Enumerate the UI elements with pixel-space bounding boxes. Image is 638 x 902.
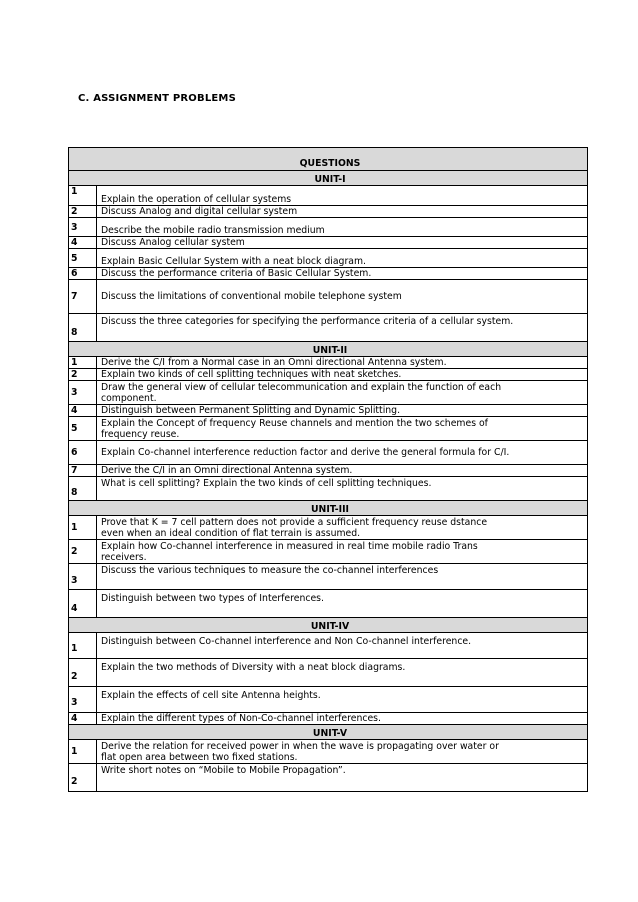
- table-row: [69, 405, 588, 417]
- table-row: [69, 713, 588, 725]
- question-text: Explain Basic Cellular System with a neat block diagram.: [97, 249, 588, 268]
- question-text: Derive the C/I from a Normal case in an Omni directional Antenna system.: [97, 357, 588, 369]
- questions-header: QUESTIONS: [69, 148, 588, 171]
- question-text: Distinguish between Permanent Splitting and Dynamic Splitting.: [97, 405, 588, 417]
- question-number: 4: [69, 237, 97, 249]
- unit-header-row: [69, 618, 588, 633]
- question-number: 3: [69, 218, 97, 237]
- question-number: 5: [69, 417, 97, 441]
- unit-title: UNIT-II: [69, 342, 588, 357]
- question-text: Distinguish between two types of Interferences.: [97, 590, 588, 618]
- unit-title: UNIT-I: [69, 171, 588, 186]
- question-text: Draw the general view of cellular telecommunication and explain the function of each component.: [97, 381, 588, 405]
- question-number: 3: [69, 687, 97, 713]
- table-row: [69, 764, 588, 792]
- question-number: 2: [69, 206, 97, 218]
- question-number: 4: [69, 713, 97, 725]
- question-text: Discuss the various techniques to measure the co-channel interferences: [97, 564, 588, 590]
- question-number: 1: [69, 186, 97, 206]
- question-text: Describe the mobile radio transmission medium: [97, 218, 588, 237]
- table-row: [69, 465, 588, 477]
- table-row: [69, 280, 588, 314]
- table-row: [69, 268, 588, 280]
- question-number: 6: [69, 441, 97, 465]
- table-row: [69, 314, 588, 342]
- question-text: Explain the operation of cellular systems: [97, 186, 588, 206]
- question-number: 3: [69, 381, 97, 405]
- table-row: [69, 369, 588, 381]
- questions-header-row: [69, 148, 588, 171]
- table-row: [69, 381, 588, 405]
- question-text: Distinguish between Co-channel interference and Non Co-channel interference.: [97, 633, 588, 659]
- table-row: [69, 249, 588, 268]
- question-number: 1: [69, 740, 97, 764]
- question-number: 8: [69, 314, 97, 342]
- table-row: [69, 441, 588, 465]
- question-number: 4: [69, 405, 97, 417]
- table-row: [69, 477, 588, 501]
- question-text: Explain Co-channel interference reduction factor and derive the general formula for C/I.: [97, 441, 588, 465]
- question-number: 1: [69, 516, 97, 540]
- unit-header-row: [69, 171, 588, 186]
- table-row: [69, 740, 588, 764]
- question-number: 2: [69, 369, 97, 381]
- question-number: 2: [69, 764, 97, 792]
- unit-header-row: [69, 725, 588, 740]
- question-number: 8: [69, 477, 97, 501]
- question-text: Discuss Analog cellular system: [97, 237, 588, 249]
- unit-title: UNIT-III: [69, 501, 588, 516]
- table-row: [69, 659, 588, 687]
- question-text: Discuss the three categories for specifying the performance criteria of a cellular system.: [97, 314, 588, 342]
- unit-title: UNIT-IV: [69, 618, 588, 633]
- question-text: Explain the effects of cell site Antenna heights.: [97, 687, 588, 713]
- unit-header-row: [69, 342, 588, 357]
- section-heading: C. ASSIGNMENT PROBLEMS: [78, 93, 236, 104]
- question-number: 1: [69, 357, 97, 369]
- table-row: [69, 590, 588, 618]
- question-text: Write short notes on “Mobile to Mobile Propagation”.: [97, 764, 588, 792]
- question-text: Explain how Co-channel interference in measured in real time mobile radio Trans receivers.: [97, 540, 588, 564]
- table-row: [69, 687, 588, 713]
- question-text: Derive the C/I in an Omni directional Antenna system.: [97, 465, 588, 477]
- question-text: Discuss Analog and digital cellular system: [97, 206, 588, 218]
- question-text: Explain two kinds of cell splitting techniques with neat sketches.: [97, 369, 588, 381]
- questions-table: [68, 147, 588, 792]
- question-text: Explain the Concept of frequency Reuse channels and mention the two schemes of frequency reuse.: [97, 417, 588, 441]
- question-text: Explain the two methods of Diversity with a neat block diagrams.: [97, 659, 588, 687]
- table-row: [69, 186, 588, 206]
- table-row: [69, 417, 588, 441]
- table-row: [69, 206, 588, 218]
- unit-title: UNIT-V: [69, 725, 588, 740]
- question-number: 4: [69, 590, 97, 618]
- table-row: [69, 516, 588, 540]
- table-row: [69, 237, 588, 249]
- unit-header-row: [69, 501, 588, 516]
- question-text: What is cell splitting? Explain the two kinds of cell splitting techniques.: [97, 477, 588, 501]
- question-number: 7: [69, 465, 97, 477]
- question-text: Derive the relation for received power in when the wave is propagating over water or flat open area between two fixed stations.: [97, 740, 588, 764]
- question-text: Prove that K = 7 cell pattern does not provide a sufficient frequency reuse dstance even when an ideal condition of flat terrain is assumed.: [97, 516, 588, 540]
- question-number: 6: [69, 268, 97, 280]
- table-row: [69, 564, 588, 590]
- table-row: [69, 540, 588, 564]
- question-number: 2: [69, 540, 97, 564]
- table-row: [69, 218, 588, 237]
- question-number: 7: [69, 280, 97, 314]
- question-text: Explain the different types of Non-Co-channel interferences.: [97, 713, 588, 725]
- question-number: 5: [69, 249, 97, 268]
- question-number: 1: [69, 633, 97, 659]
- table-row: [69, 633, 588, 659]
- question-number: 2: [69, 659, 97, 687]
- question-number: 3: [69, 564, 97, 590]
- question-text: Discuss the performance criteria of Basic Cellular System.: [97, 268, 588, 280]
- question-text: Discuss the limitations of conventional mobile telephone system: [97, 280, 588, 314]
- table-row: [69, 357, 588, 369]
